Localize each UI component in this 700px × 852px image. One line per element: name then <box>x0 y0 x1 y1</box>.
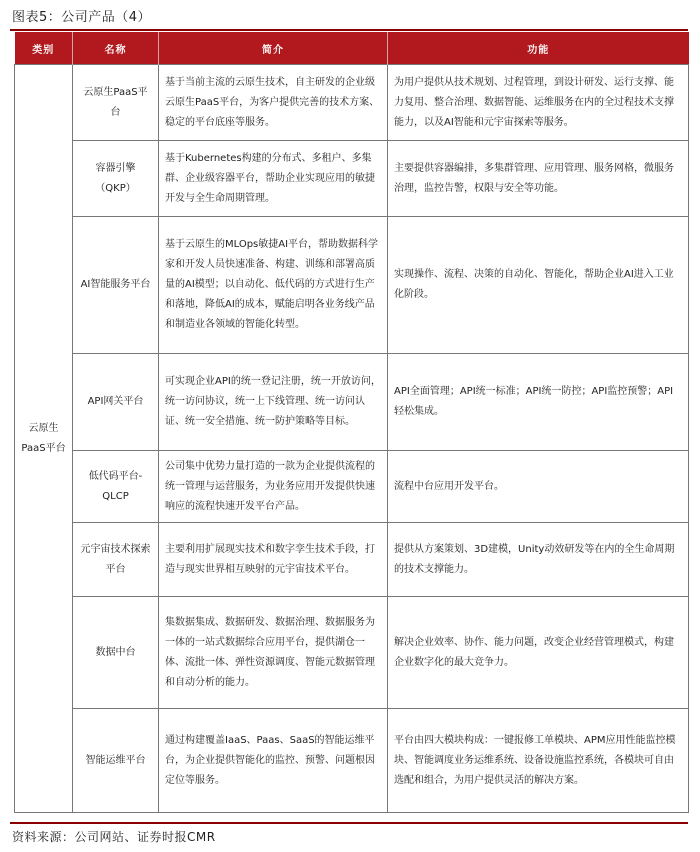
product-function: 流程中台应用开发平台。 <box>388 451 689 523</box>
product-name: 数据中台 <box>73 597 159 709</box>
product-function: API全面管理；API统一标准；API统一防控；API监控预警；API轻松集成。 <box>388 354 689 451</box>
table-row <box>15 451 689 523</box>
product-intro: 可实现企业API的统一登记注册，统一开放访问，统一访问协议，统一上下线管理、统一访问认证、统一安全措施、统一防护策略等目标。 <box>159 354 388 451</box>
header-name: 名称 <box>73 32 159 65</box>
product-function: 解决企业效率、协作、能力问题，改变企业经营管理模式，构建企业数字化的最大竞争力。 <box>388 597 689 709</box>
product-intro: 基于Kubernetes构建的分布式、多租户、多集群、企业级容器平台，帮助企业实现应用的敏捷开发与全生命周期管理。 <box>159 141 388 217</box>
table-row <box>15 217 689 354</box>
product-function: 平台由四大模块构成：一键报修工单模块、APM应用性能监控模块、智能调度业务运维系统、设备设施监控系统，各模块可自由选配和组合，为用户提供灵活的解决方案。 <box>388 709 689 813</box>
category-cell: 云原生PaaS平台 <box>15 65 73 813</box>
header-intro: 简介 <box>159 32 388 65</box>
table-row <box>15 709 689 813</box>
table-row <box>15 354 689 451</box>
product-function: 为用户提供从技术规划、过程管理，到设计研发、运行支撑、能力复用、整合治理、数据智能、运维服务在内的全过程技术支撑能力，以及AI智能和元宇宙探索等服务。 <box>388 65 689 141</box>
product-intro: 主要利用扩展现实技术和数字孪生技术手段，打造与现实世界相互映射的元宇宙技术平台。 <box>159 523 388 597</box>
top-rule <box>10 29 688 31</box>
product-intro: 公司集中优势力量打造的一款为企业提供流程的统一管理与运营服务，为业务应用开发提供快速响应的流程快速开发平台产品。 <box>159 451 388 523</box>
product-intro: 通过构建覆盖IaaS、Paas、SaaS的智能运维平台，为企业提供智能化的监控、预警、问题根因定位等服务。 <box>159 709 388 813</box>
product-name: API网关平台 <box>73 354 159 451</box>
product-name: AI智能服务平台 <box>73 217 159 354</box>
header-row <box>15 32 689 65</box>
product-name: 容器引擎（QKP） <box>73 141 159 217</box>
product-function: 提供从方案策划、3D建模，Unity动效研发等在内的全生命周期的技术支撑能力。 <box>388 523 689 597</box>
product-name: 元宇宙技术探索平台 <box>73 523 159 597</box>
figure-title: 图表5：公司产品（4） <box>12 10 152 25</box>
product-name: 云原生PaaS平台 <box>73 65 159 141</box>
header-category: 类别 <box>15 32 73 65</box>
product-name: 智能运维平台 <box>73 709 159 813</box>
product-intro: 集数据集成、数据研发、数据治理、数据服务为一体的一站式数据综合应用平台，提供湖仓一体、流批一体、弹性资源调度、智能元数据管理和自动分析的能力。 <box>159 597 388 709</box>
bottom-rule <box>10 822 688 824</box>
product-intro: 基于云原生的MLOps敏捷AI平台，帮助数据科学家和开发人员快速准备、构建、训练和部署高质量的AI模型；以自动化、低代码的方式进行生产和落地，降低AI的成本，赋能启明各业务线产品和制造业各领域的智能化转型。 <box>159 217 388 354</box>
header-function: 功能 <box>388 32 689 65</box>
source-note: 资料来源：公司网站、证券时报CMR <box>12 830 216 844</box>
product-intro: 基于当前主流的云原生技术，自主研发的企业级云原生PaaS平台，为客户提供完善的技术方案、稳定的平台底座等服务。 <box>159 65 388 141</box>
table-row <box>15 65 689 141</box>
table-row <box>15 597 689 709</box>
product-function: 主要提供容器编排，多集群管理、应用管理、服务网格，微服务治理，监控告警，权限与安全等功能。 <box>388 141 689 217</box>
table-row <box>15 141 689 217</box>
product-table <box>14 32 689 813</box>
product-name: 低代码平台-QLCP <box>73 451 159 523</box>
product-function: 实现操作、流程、决策的自动化、智能化，帮助企业AI进入工业化阶段。 <box>388 217 689 354</box>
table-row <box>15 523 689 597</box>
